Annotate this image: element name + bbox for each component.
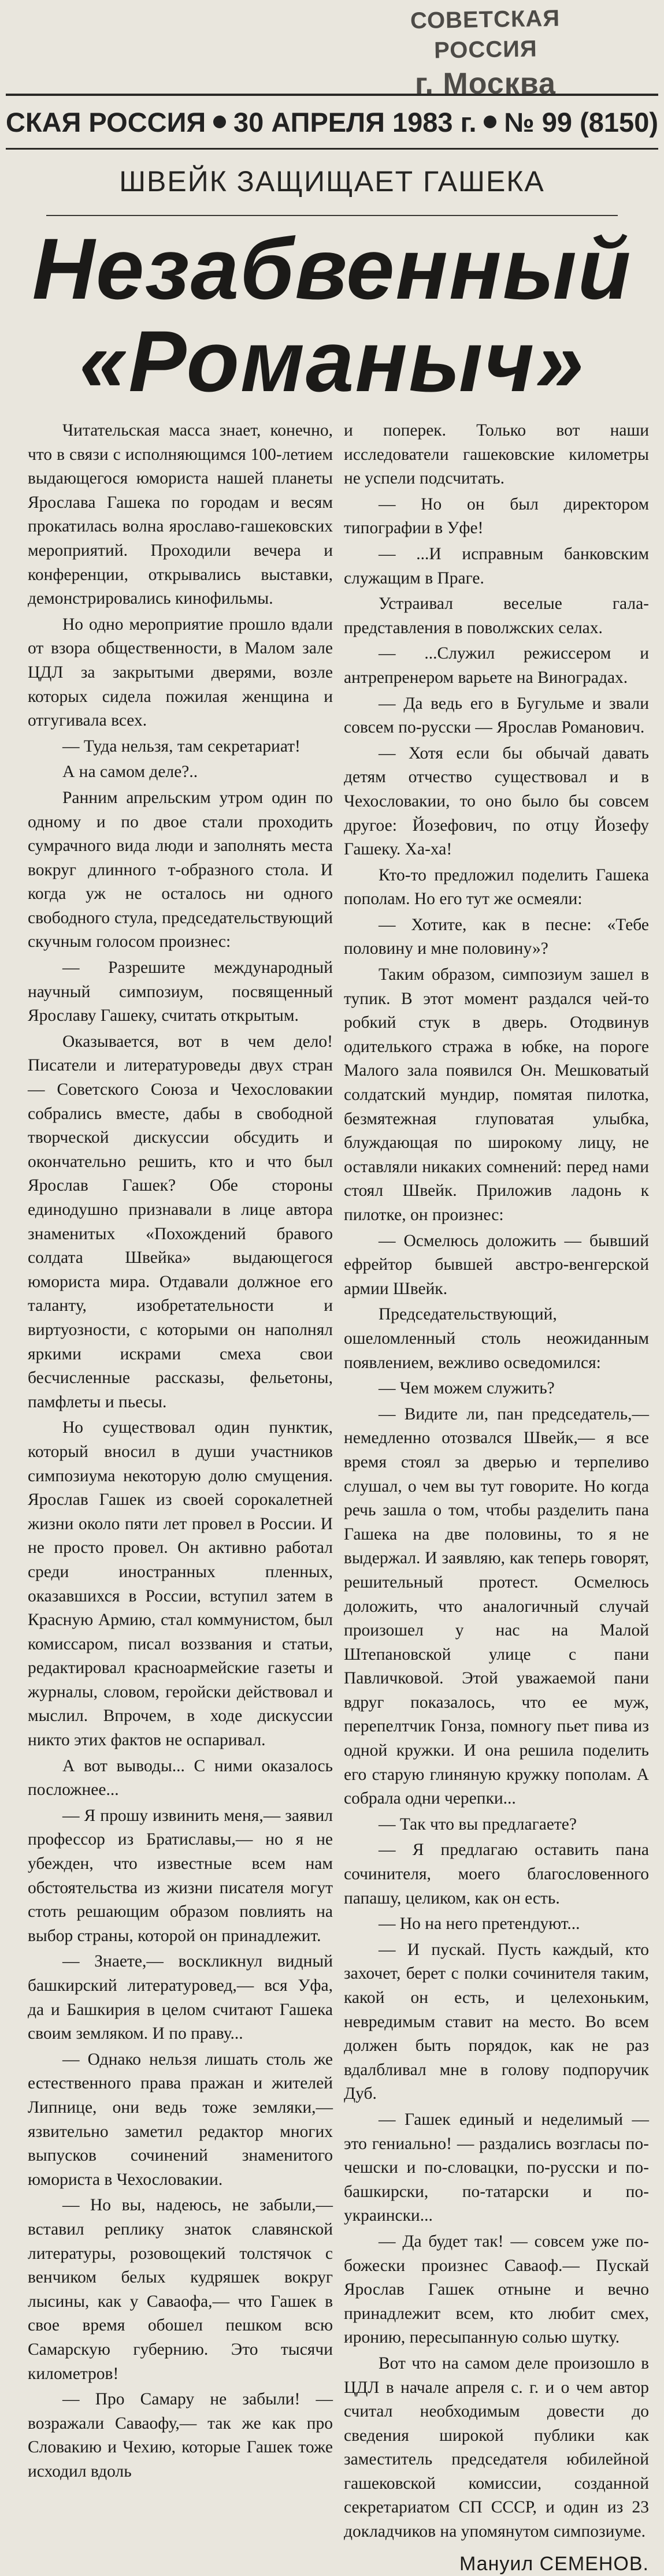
paragraph: Устраивал веселые гала-представления в поволжских селах. bbox=[344, 594, 649, 637]
paragraph: — ...И исправным банковским служащим в Праге. bbox=[344, 544, 649, 588]
rubric-divider bbox=[46, 215, 618, 216]
paragraph: А на самом деле?.. bbox=[62, 763, 198, 782]
right-column bbox=[344, 419, 649, 2575]
paragraph: — Но вы, надеюсь, не забыли,— вставил реплику знаток славянской литературы, розовощекий толстячок с венчиком белых кудряшек вокруг лысины, как у Саваофа,— что Гашек в свое время обошел пешком всю Самарскую губернию. Это тысячи километров! bbox=[28, 2196, 333, 2383]
article-body bbox=[28, 419, 649, 2575]
right-column-paragraphs bbox=[344, 419, 649, 2544]
left-column bbox=[28, 419, 333, 2481]
stamp-newspaper-name: СОВЕТСКАЯ РОССИЯ bbox=[410, 5, 561, 64]
paragraph: Председательствующий, ошеломленный столь неожиданным появлением, вежливо осведомился: bbox=[344, 1305, 649, 1372]
paragraph: — Но он был директором типографии в Уфе! bbox=[344, 495, 649, 538]
title-line-2: «Романыч» bbox=[79, 313, 585, 410]
title-line-1: Незабвенный bbox=[32, 220, 632, 317]
paragraph: — Туда нельзя, там секретариат! bbox=[62, 737, 301, 756]
paragraph: — Хотя если бы обычай давать детям отчество существовал и в Чехословакии, то оно было бы совсем другое: Йозефович, по отцу Йозефу Гашеку. Ха-ха! bbox=[344, 744, 649, 859]
paragraph: — Так что вы предлагаете? bbox=[379, 1815, 577, 1834]
paragraph: Но одно мероприятие прошло вдали от взора общественности, в Малом зале ЦДЛ за закрытыми дверями, возле которых сидела пожилая женщина и отгугивала всех. bbox=[28, 615, 333, 730]
masthead-date: 30 АПРЕЛЯ 1983 г. bbox=[233, 106, 477, 137]
paragraph: Читательская масса знает, конечно, что в связи с исполняющимся 100-летием выдающегося юмориста нашей планеты Ярослава Гашека по городам и весям прокатилась волна ярославо-гашековских мероприятий. Проходили вечера и конференции, открывались выставки, демонстрировались кинофильмы. bbox=[28, 421, 333, 608]
article-title bbox=[0, 220, 664, 410]
paragraph: — Я предлагаю оставить пана сочинителя, моего благословенного папашу, целиком, как он есть. bbox=[344, 1841, 649, 1908]
paragraph: — Чем можем служить? bbox=[379, 1379, 555, 1398]
masthead-dot-icon bbox=[213, 116, 226, 128]
author-signature: Мануил СЕМЕНОВ. bbox=[459, 2552, 649, 2575]
paragraph: — Разрешите международный научный симпозиум, посвященный Ярославу Гашеку, считать открытым. bbox=[28, 958, 333, 1025]
paragraph: — Я прошу извинить меня,— заявил профессор из Братиславы,— но я не убежден, что известные всем нам обстоятельства из жизни писателя могут стоть решающим образом повлиять на выбор страны, которой он принадлежит. bbox=[28, 1806, 333, 1945]
paragraph: А вот выводы... С ними оказалось посложнее... bbox=[28, 1756, 333, 1800]
paragraph: Оказывается, вот в чем дело! Писатели и литературоведы двух стран — Советского Союза и Чехословакии собрались вместе, дабы в свободной творческой дискуссии обсудить и окончательно решить, кто и что был Ярослав Гашек? Обе стороны единодушно признавали в лице автора знаменитых «Похождений бравого солдата Швейка» выдающегося юмориста мира. Отдавали должное его таланту, изобретательности и виртуозности, с которыми он наполнял яркими искрами смеха свои бесчисленные рассказы, фельетоны, памфлеты и пьесы. bbox=[28, 1032, 333, 1411]
paragraph: Кто-то предложил поделить Гашека пополам. Но его тут же осмеяли: bbox=[344, 865, 649, 909]
paragraph: Таким образом, симпозиум зашел в тупик. В этот момент раздался чей-то робкий стук в дверь. Отодвинув одителького стража в юбке, на пороге Малого зала появился Он. Мешковатый солдатский мундир, помятая пилотка, безмятежная глуповатая улыбка, блуждающая по широкому лицу, не оставляли никаких сомнений: перед нами стоял Швейк. Приложив ладонь к пилотке, он произнес: bbox=[344, 965, 649, 1224]
library-stamp bbox=[370, 5, 601, 101]
paragraph: — Однако нельзя лишать столь же естественного права пражан и жителей Липнице, они ведь тоже земляки,— язвительно заметил редактор многих выпусков сочинений знаменитого юмориста в Чехословакии. bbox=[28, 2050, 333, 2189]
paragraph: Но существовал один пунктик, который вносил в души участников симпозиума некоторую долю смущения. Ярослав Гашек из своей сорокалетней жизни около пяти лет провел в России. И не просто провел. Он активно работал среди иностранных пленных, оказавшихся в России, вступил затем в Красную Армию, стал коммунистом, был комиссаром, писал воззвания и статьи, редактировал красноармейские газеты и журналы, словом, геройски действовал и мыслил. Впрочем, в ходе дискуссии никто этих фактов не оспаривал. bbox=[28, 1418, 333, 1750]
paragraph: — Да ведь его в Бугульме и звали совсем по-русски — Ярослав Романович. bbox=[344, 694, 649, 737]
paragraph: и поперек. Только вот наши исследователи гашековские километры не успели подсчитать. bbox=[344, 421, 649, 488]
paragraph: — Видите ли, пан председатель,— немедленно отозвался Швейк,— я все время стоял за дверью и терпеливо слушал, о чем вы тут говорите. Но когда речь зашла о том, чтобы разделить пана Гашека на две половины, то я не выдержал. И заявляю, как теперь говорят, решительный протест. Осмелюсь доложить, что аналогичный случай произошел у нас на Малой Штепановской улице с пани Павличковой. Этой уважаемой пани вдруг показалось, что ее муж, перепелтчик Гонза, помногу пьет пива из одной кружки. И она решила поделить его старую глиняную кружку пополам. А собрала одни черепки... bbox=[344, 1404, 649, 1808]
masthead-paper-name: СКАЯ РОССИЯ bbox=[6, 106, 206, 137]
paragraph: — Да будет так! — совсем уже по-божески произнес Саваоф.— Пускай Ярослав Гашек отныне и вечно принадлежит всем, кто любит смех, иронию, пересыпанную солью шутку. bbox=[344, 2232, 649, 2347]
paragraph: Ранним апрельским утром один по одному и по двое стали проходить сумрачного вида люди и заполнять места вокруг длинного т-образного стола. И когда уж не осталось ни одного свободного стула, председательствующий скучным голосом произнес: bbox=[28, 788, 333, 951]
paragraph: — Про Самару не забыли! — возражали Саваофу,— так же как про Словакию и Чехию, которые Гашек тоже исходил вдоль bbox=[28, 2390, 333, 2481]
masthead-issue: № 99 (8150) bbox=[504, 106, 658, 137]
paragraph: — И пускай. Пусть каждый, кто захочет, берет с полки сочинителя таким, какой он есть, и целехоньким, невредимым ставит на место. Во всем должен быть порядок, как не раз вдалбливал мне в голову подпоручик Дуб. bbox=[344, 1940, 649, 2103]
paragraph: — Осмелюсь доложить — бывший ефрейтор бывшей австро-венгерской армии Швейк. bbox=[344, 1231, 649, 1298]
stamp-city: г. Москва bbox=[415, 67, 556, 101]
paragraph: — Знаете,— воскликнул видный башкирский литературовед,— вся Уфа, да и Башкирия в целом считают Гашека своим земляком. И по праву... bbox=[28, 1952, 333, 2043]
paragraph: — Хотите, как в песне: «Тебе половину и мне половину»? bbox=[344, 915, 649, 958]
masthead-dot-icon bbox=[484, 116, 496, 128]
section-rubric: ШВЕЙК ЗАЩИЩАЕТ ГАШЕКА bbox=[119, 165, 545, 198]
paragraph: — Гашек единый и неделимый — это гениально! — раздались возгласы по-чешски и по-словацки, по-русски и по-башкирски, по-татарски и по-украински... bbox=[344, 2110, 649, 2225]
paragraph: — ...Служил режиссером и антрепренером варьете на Виноградах. bbox=[344, 644, 649, 687]
paragraph: Вот что на самом деле произошло в ЦДЛ в начале апреля с. г. и о чем автор считал необходимым довести до сведения широкой публики как заместитель председателя юбилейной гашековской комиссии, созданной секретариатом СП СССР, и один из 23 докладчиков на упомянутом симпозиуме. bbox=[344, 2354, 649, 2541]
paragraph: — Но на него претендуют... bbox=[379, 1915, 580, 1934]
newspaper-masthead bbox=[6, 94, 658, 150]
